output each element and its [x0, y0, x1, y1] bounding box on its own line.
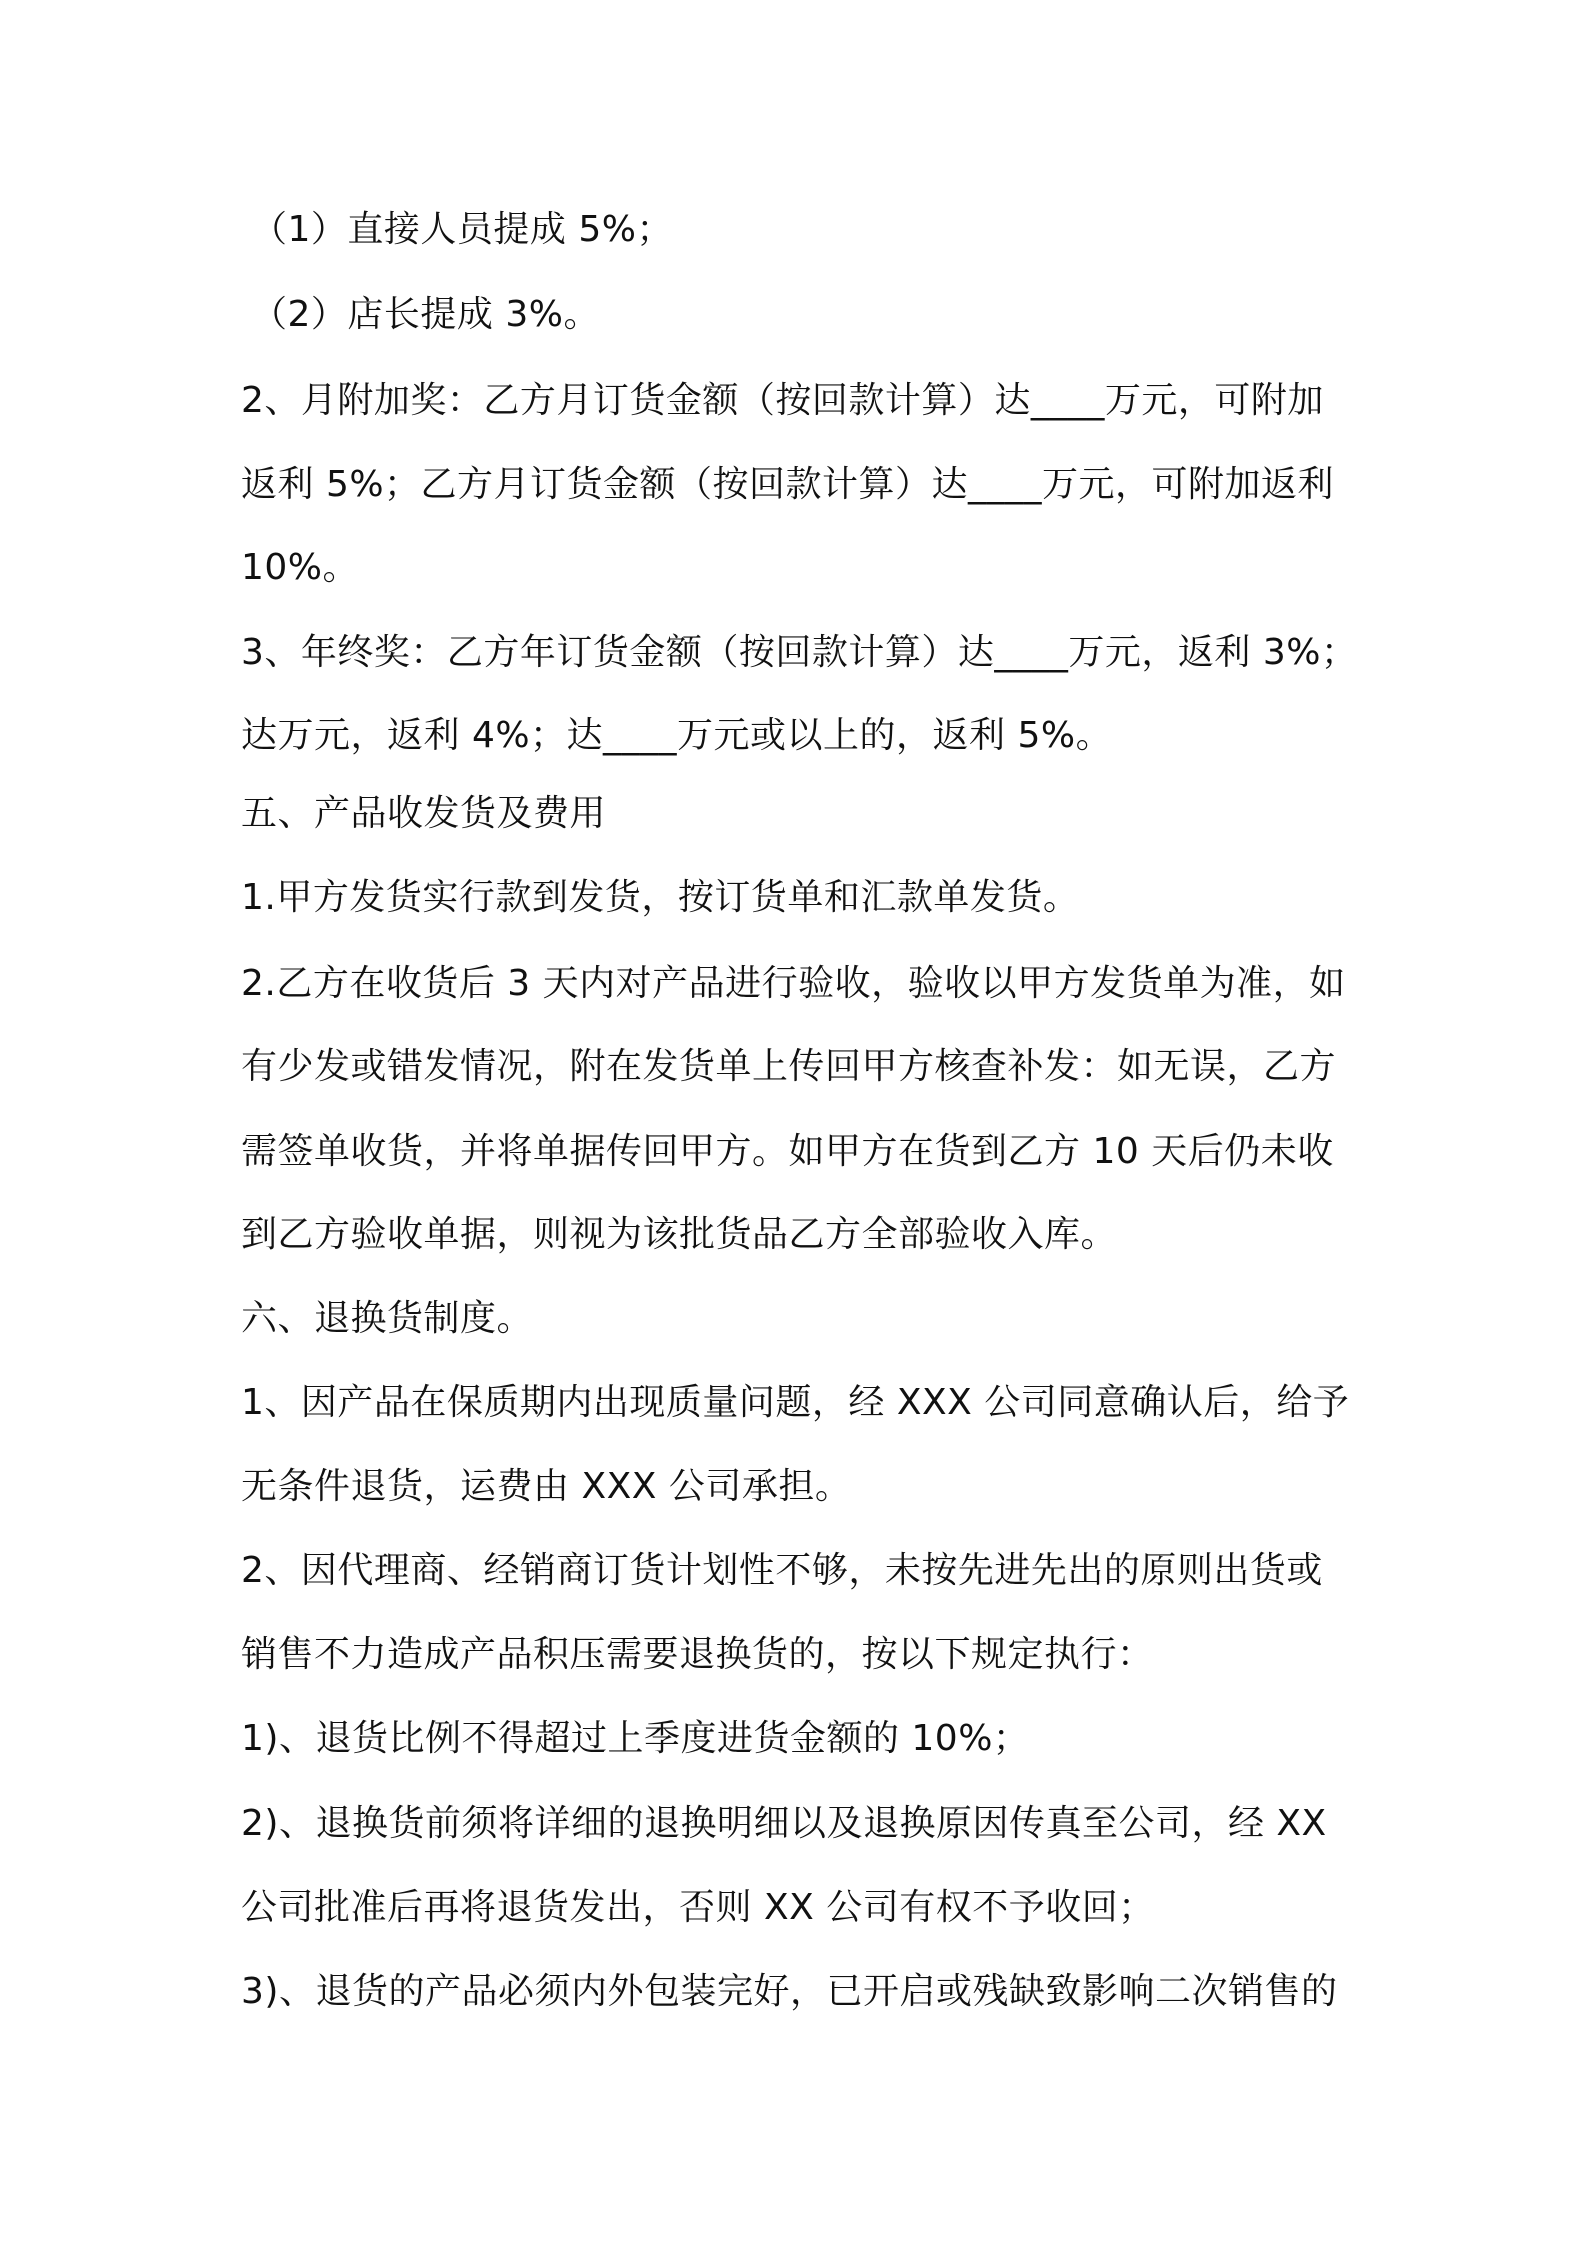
- text-line: 1、因产品在保质期内出现质量问题，经 XXX 公司同意确认后，给予: [241, 1382, 1350, 1423]
- text-line: 1.甲方发货实行款到发货，按订货单和汇款单发货。: [241, 877, 1080, 918]
- text-line: （1）直接人员提成 5%；: [251, 209, 673, 250]
- section-heading: 五、产品收发货及费用: [241, 793, 607, 834]
- text-line: 2、月附加奖：乙方月订货金额（按回款计算）达____万元，可附加: [241, 380, 1324, 421]
- text-line: 1)、退货比例不得超过上季度进货金额的 10%；: [241, 1718, 1030, 1759]
- text-line: 2.乙方在收货后 3 天内对产品进行验收，验收以甲方发货单为准，如: [241, 963, 1346, 1004]
- text-line: 到乙方验收单据，则视为该批货品乙方全部验收入库。: [241, 1214, 1118, 1255]
- text-line: 达万元，返利 4%；达____万元或以上的，返利 5%。: [241, 715, 1113, 756]
- text-line: （2）店长提成 3%。: [251, 294, 600, 335]
- text-line: 3、年终奖：乙方年订货金额（按回款计算）达____万元，返利 3%；: [241, 632, 1358, 673]
- text-line: 2、因代理商、经销商订货计划性不够，未按先进先出的原则出货或: [241, 1550, 1323, 1591]
- section-heading: 六、退换货制度。: [241, 1298, 534, 1339]
- text-line: 2)、退换货前须将详细的退换明细以及退换原因传真至公司，经 XX: [241, 1803, 1327, 1844]
- text-line: 公司批准后再将退货发出，否则 XX 公司有权不予收回；: [241, 1887, 1155, 1928]
- text-line: 需签单收货，并将单据传回甲方。如甲方在货到乙方 10 天后仍未收: [241, 1131, 1334, 1172]
- text-line: 销售不力造成产品积压需要退换货的，按以下规定执行：: [241, 1634, 1154, 1675]
- text-line: 10%。: [241, 547, 360, 588]
- text-line: 3)、退货的产品必须内外包装完好，已开启或残缺致影响二次销售的: [241, 1971, 1338, 2012]
- text-line: 有少发或错发情况，附在发货单上传回甲方核查补发：如无误，乙方: [241, 1046, 1337, 1087]
- text-line: 无条件退货，运费由 XXX 公司承担。: [241, 1466, 852, 1507]
- text-line: 返利 5%；乙方月订货金额（按回款计算）达____万元，可附加返利: [241, 464, 1335, 505]
